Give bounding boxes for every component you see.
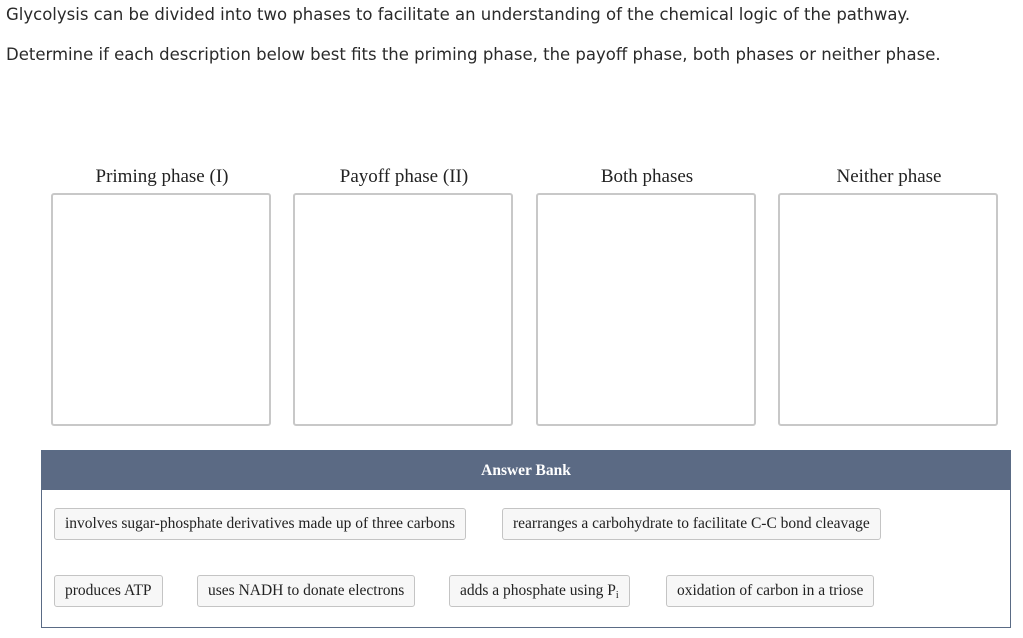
answer-chip-label: adds a phosphate using P [460,582,616,599]
answer-chip-label: rearranges a carbohydrate to facilitate C-C bond cleavage [513,515,870,532]
answer-chip-label: uses NADH to donate electrons [208,582,405,599]
answer-chip-oxidation-triose[interactable] [666,575,874,607]
drop-zone-neither[interactable] [778,193,998,426]
answer-bank-title: Answer Bank [42,451,1010,490]
answer-chip-label: produces ATP [65,582,152,599]
answer-chip-adds-phosphate[interactable] [449,575,630,607]
answer-chip-subscript: i [615,590,619,601]
answer-chip-three-carbon-sugar-phosphates[interactable] [54,508,466,540]
drop-zone-priming[interactable] [51,193,271,426]
category-header-payoff: Payoff phase (II) [339,166,469,187]
drop-zone-both[interactable] [536,193,756,426]
drop-zone-payoff[interactable] [293,193,513,426]
instruction-line-1: Glycolysis can be divided into two phases to facilitate an understanding of the chemical logic of the pathway. [6,5,911,24]
answer-chip-produces-atp[interactable] [54,575,163,607]
category-header-both: Both phases [600,166,694,187]
instruction-line-2: Determine if each description below best fits the priming phase, the payoff phase, both phases or neither phase. [6,45,941,64]
answer-chip-label: involves sugar-phosphate derivatives made up of three carbons [65,515,456,532]
category-header-priming: Priming phase (I) [95,166,229,187]
answer-chip-rearranges-carbohydrate[interactable] [502,508,881,540]
category-header-neither: Neither phase [836,166,942,187]
answer-chip-label: oxidation of carbon in a triose [677,582,864,599]
answer-bank [41,450,1011,628]
answer-chip-uses-nadh[interactable] [197,575,415,607]
